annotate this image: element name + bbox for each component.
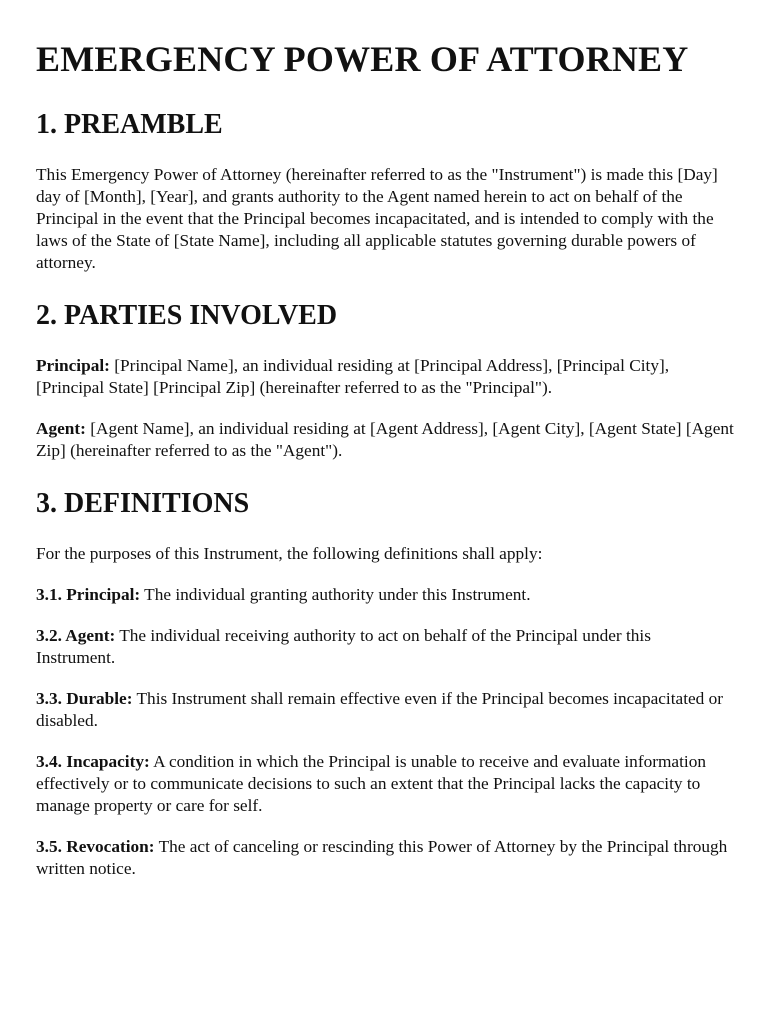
- principal-paragraph: [36, 355, 734, 399]
- section-parties-involved: [36, 299, 734, 462]
- section-heading-definitions: 3. DEFINITIONS: [36, 488, 250, 519]
- definition-label: 3.1. Principal:: [36, 585, 141, 604]
- principal-text: [Principal Name], an individual residing at [Principal Address], [Principal City], [Principal State] [Principal Zip] (hereinafter referred to as the "Principal").: [36, 356, 670, 397]
- section-heading-preamble: 1. PREAMBLE: [36, 109, 223, 140]
- definition-item-revocation: [36, 836, 734, 880]
- definition-item-principal: [36, 584, 734, 606]
- definition-text: The individual receiving authority to act on behalf of the Principal under this Instrument.: [36, 626, 651, 667]
- definition-label: 3.3. Durable:: [36, 689, 133, 708]
- agent-label: Agent:: [36, 419, 86, 438]
- preamble-paragraph: This Emergency Power of Attorney (hereinafter referred to as the "Instrument") is made this [Day] day of [Month], [Year], and grants authority to the Agent named herein to act on behalf of the Principal in the event that the Principal becomes incapacitated, and is intended to comply with the laws of the State of [State Name], including all applicable statutes governing durable powers of attorney.: [36, 165, 718, 272]
- agent-text: [Agent Name], an individual residing at [Agent Address], [Agent City], [Agent State] [Agent Zip] (hereinafter referred to as the "Agent").: [36, 419, 734, 460]
- definition-text: A condition in which the Principal is unable to receive and evaluate information effectively or to communicate decisions to such an extent that the Principal lacks the capacity to manage property or care for self.: [36, 752, 706, 815]
- definition-label: 3.2. Agent:: [36, 626, 116, 645]
- definition-item-durable: [36, 688, 734, 732]
- definition-item-agent: [36, 625, 734, 669]
- definition-label: 3.5. Revocation:: [36, 837, 155, 856]
- section-preamble: [36, 108, 734, 274]
- agent-paragraph: [36, 418, 734, 462]
- section-definitions: [36, 487, 734, 880]
- definitions-intro: For the purposes of this Instrument, the following definitions shall apply:: [36, 544, 543, 563]
- definition-text: This Instrument shall remain effective even if the Principal becomes incapacitated or disabled.: [36, 689, 724, 730]
- section-heading-parties: 2. PARTIES INVOLVED: [36, 300, 338, 331]
- definition-item-incapacity: [36, 751, 734, 817]
- document-title: EMERGENCY POWER OF ATTORNEY: [36, 39, 689, 79]
- principal-label: Principal:: [36, 356, 110, 375]
- definition-text: The individual granting authority under this Instrument.: [140, 585, 531, 604]
- definition-label: 3.4. Incapacity:: [36, 752, 150, 771]
- definition-text: The act of canceling or rescinding this Power of Attorney by the Principal through written notice.: [36, 837, 728, 878]
